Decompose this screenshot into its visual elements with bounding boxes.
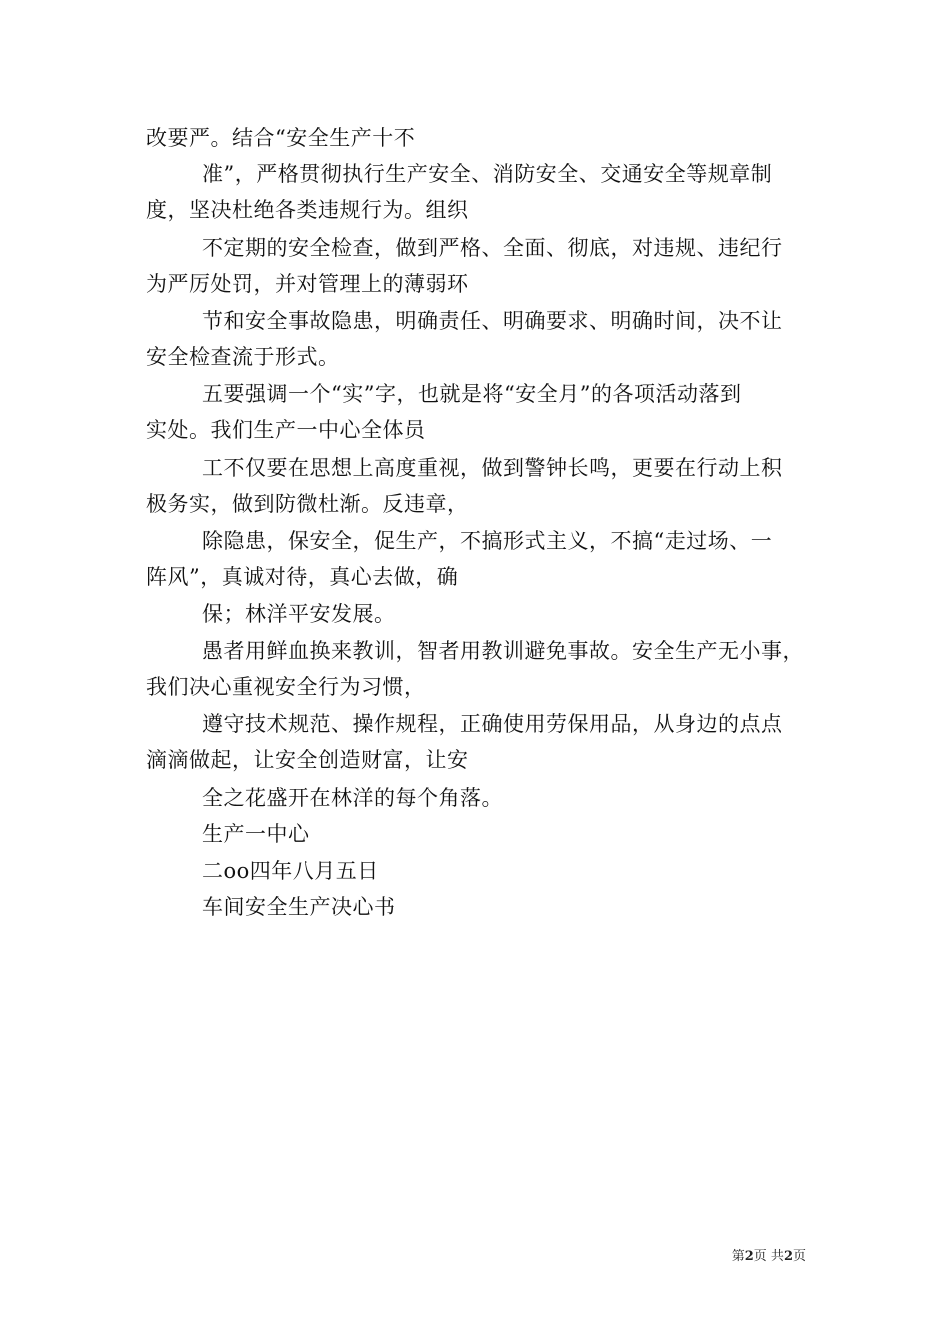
text-line: 全之花盛开在林洋的每个角落。 — [202, 786, 503, 810]
text-line: 阵风”，真诚对待，真心去做，确 — [146, 565, 459, 589]
text-line: 安全检查流于形式。 — [146, 345, 340, 369]
text-line: 保；林洋平安发展。 — [202, 602, 396, 626]
text-line: 为严厉处罚，并对管理上的薄弱环 — [146, 272, 469, 296]
text-line: 度，坚决杜绝各类违规行为。组织 — [146, 198, 469, 222]
text-line: 工不仅要在思想上高度重视，做到警钟长鸣，更要在行动上积 — [202, 456, 783, 480]
text-line: 改要严。结合“安全生产十不 — [146, 126, 416, 150]
text-line: 极务实，做到防微杜渐。反违章， — [146, 492, 469, 516]
total-page-number: 2 — [783, 1249, 793, 1264]
footer-prefix: 第 — [731, 1249, 745, 1264]
next-title: 车间安全生产决心书 — [202, 895, 396, 919]
text-line: 实处。我们生产一中心全体员 — [146, 418, 426, 442]
current-page-number: 2 — [744, 1249, 754, 1264]
text-line: 我们决心重视安全行为习惯， — [146, 675, 426, 699]
page-footer — [732, 1249, 806, 1265]
signature-date: 二oo四年八月五日 — [202, 859, 379, 883]
text-line: 滴滴做起，让安全创造财富，让安 — [146, 748, 469, 772]
footer-suffix: 页 — [792, 1249, 806, 1264]
text-line: 不定期的安全检查，做到严格、全面、彻底，对违规、违纪行 — [202, 236, 783, 260]
text-line: 除隐患，保安全，促生产，不搞形式主义，不搞“走过场、一 — [202, 529, 773, 553]
text-line: 遵守技术规范、操作规程，正确使用劳保用品，从身边的点点 — [202, 712, 783, 736]
text-line: 节和安全事故隐患，明确责任、明确要求、明确时间，决不让 — [202, 309, 783, 333]
footer-middle: 页 共 — [753, 1249, 784, 1264]
text-line: 准”，严格贯彻执行生产安全、消防安全、交通安全等规章制 — [202, 162, 773, 186]
text-line: 愚者用鲜血换来教训，智者用教训避免事故。安全生产无小事， — [202, 639, 804, 663]
text-line: 五要强调一个“实”字，也就是将“安全月”的各项活动落到 — [202, 382, 742, 406]
signature-department: 生产一中心 — [202, 822, 310, 846]
